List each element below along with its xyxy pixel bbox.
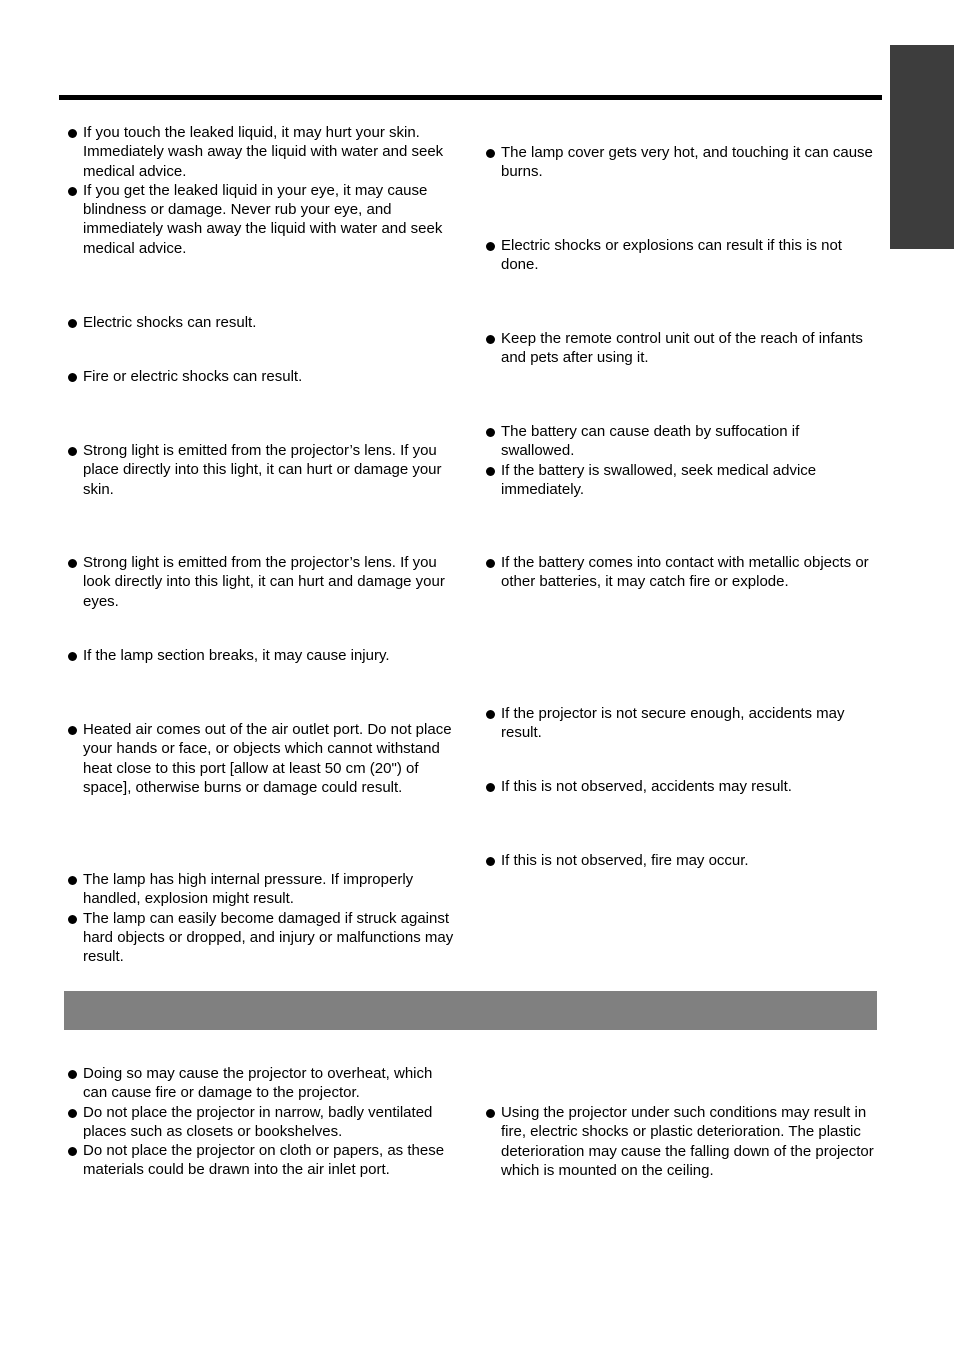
bullet-icon — [68, 319, 77, 328]
bullet-item: Strong light is emitted from the projector’s lens. If you place directly into this light, it can hurt or damage your skin. — [66, 441, 458, 499]
warning-group-battery-metal — [484, 553, 876, 592]
bullet-icon — [68, 447, 77, 456]
warning-group-fire-occur — [484, 851, 876, 870]
bullet-icon — [68, 1147, 77, 1156]
warning-group-heated-air — [66, 720, 458, 797]
warning-group-accidents — [484, 777, 876, 796]
section-heading-bar — [64, 991, 877, 1030]
bullet-item: If this is not observed, accidents may result. — [484, 777, 876, 796]
warning-group-fire — [66, 367, 458, 386]
bullet-icon — [486, 710, 495, 719]
warning-group-lamp-pressure — [66, 870, 458, 966]
bullet-item: If you touch the leaked liquid, it may hurt your skin. Immediately wash away the liquid with water and seek medical advice. — [66, 123, 458, 181]
bullet-item: If this is not observed, fire may occur. — [484, 851, 876, 870]
bullet-icon — [68, 559, 77, 568]
bullet-icon — [68, 876, 77, 885]
bullet-item: If the projector is not secure enough, accidents may result. — [484, 704, 876, 743]
bullet-item: Do not place the projector on cloth or papers, as these materials could be drawn into the air inlet port. — [66, 1141, 458, 1180]
bullet-icon — [68, 187, 77, 196]
warning-group-lamp-breaks — [66, 646, 458, 665]
header-rule — [59, 95, 882, 100]
bullet-icon — [486, 428, 495, 437]
bullet-item: Electric shocks can result. — [66, 313, 458, 332]
bullet-item: The lamp can easily become damaged if struck against hard objects or dropped, and injury or malfunctions may result. — [66, 909, 458, 967]
bullet-icon — [68, 129, 77, 138]
bullet-item: If the battery is swallowed, seek medical advice immediately. — [484, 461, 876, 500]
bullet-item: Fire or electric shocks can result. — [66, 367, 458, 386]
bullet-item: If you get the leaked liquid in your eye, it may cause blindness or damage. Never rub your eye, and immediately wash away the liquid with water and seek medical advice. — [66, 181, 458, 258]
warning-group-lens-eyes — [66, 553, 458, 611]
bullet-item: Using the projector under such conditions may result in fire, electric shocks or plastic deterioration. The plastic deterioration may cause the falling down of the projector which is mounted on the ceiling. — [484, 1103, 876, 1180]
warning-group-electric-shock — [66, 313, 458, 332]
bullet-item: If the battery comes into contact with metallic objects or other batteries, it may catch fire or explode. — [484, 553, 876, 592]
bullet-icon — [486, 335, 495, 344]
bullet-item: Strong light is emitted from the projector’s lens. If you look directly into this light, it can hurt and damage your eyes. — [66, 553, 458, 611]
bullet-icon — [68, 1109, 77, 1118]
bullet-icon — [68, 652, 77, 661]
bullet-icon — [486, 559, 495, 568]
caution-group-conditions — [484, 1103, 876, 1180]
bullet-item: Electric shocks or explosions can result if this is not done. — [484, 236, 876, 275]
bullet-icon — [486, 1109, 495, 1118]
bullet-icon — [486, 467, 495, 476]
bullet-icon — [486, 783, 495, 792]
bullet-icon — [486, 242, 495, 251]
warning-group-explosions — [484, 236, 876, 275]
warning-group-secure — [484, 704, 876, 743]
bullet-item: The battery can cause death by suffocation if swallowed. — [484, 422, 876, 461]
bullet-item: Do not place the projector in narrow, badly ventilated places such as closets or bookshelves. — [66, 1103, 458, 1142]
bullet-item: Heated air comes out of the air outlet port. Do not place your hands or face, or objects which cannot withstand heat close to this port [allow at least 50 cm (20") of space], otherwise burns or damage could result. — [66, 720, 458, 797]
chapter-tab — [890, 45, 954, 249]
bullet-icon — [68, 726, 77, 735]
bullet-icon — [68, 1070, 77, 1079]
caution-group-overheat — [66, 1064, 458, 1180]
bullet-item: The lamp cover gets very hot, and touching it can cause burns. — [484, 143, 876, 182]
bullet-icon — [486, 149, 495, 158]
bullet-icon — [68, 915, 77, 924]
bullet-item: Keep the remote control unit out of the reach of infants and pets after using it. — [484, 329, 876, 368]
warning-group-leaked-liquid — [66, 123, 458, 258]
bullet-item: Doing so may cause the projector to overheat, which can cause fire or damage to the projector. — [66, 1064, 458, 1103]
bullet-item: The lamp has high internal pressure. If improperly handled, explosion might result. — [66, 870, 458, 909]
bullet-icon — [486, 857, 495, 866]
bullet-icon — [68, 373, 77, 382]
warning-group-battery-swallow — [484, 422, 876, 499]
warning-group-lens-skin — [66, 441, 458, 499]
warning-group-lamp-cover — [484, 143, 876, 182]
warning-group-remote-control — [484, 329, 876, 368]
bullet-item: If the lamp section breaks, it may cause injury. — [66, 646, 458, 665]
